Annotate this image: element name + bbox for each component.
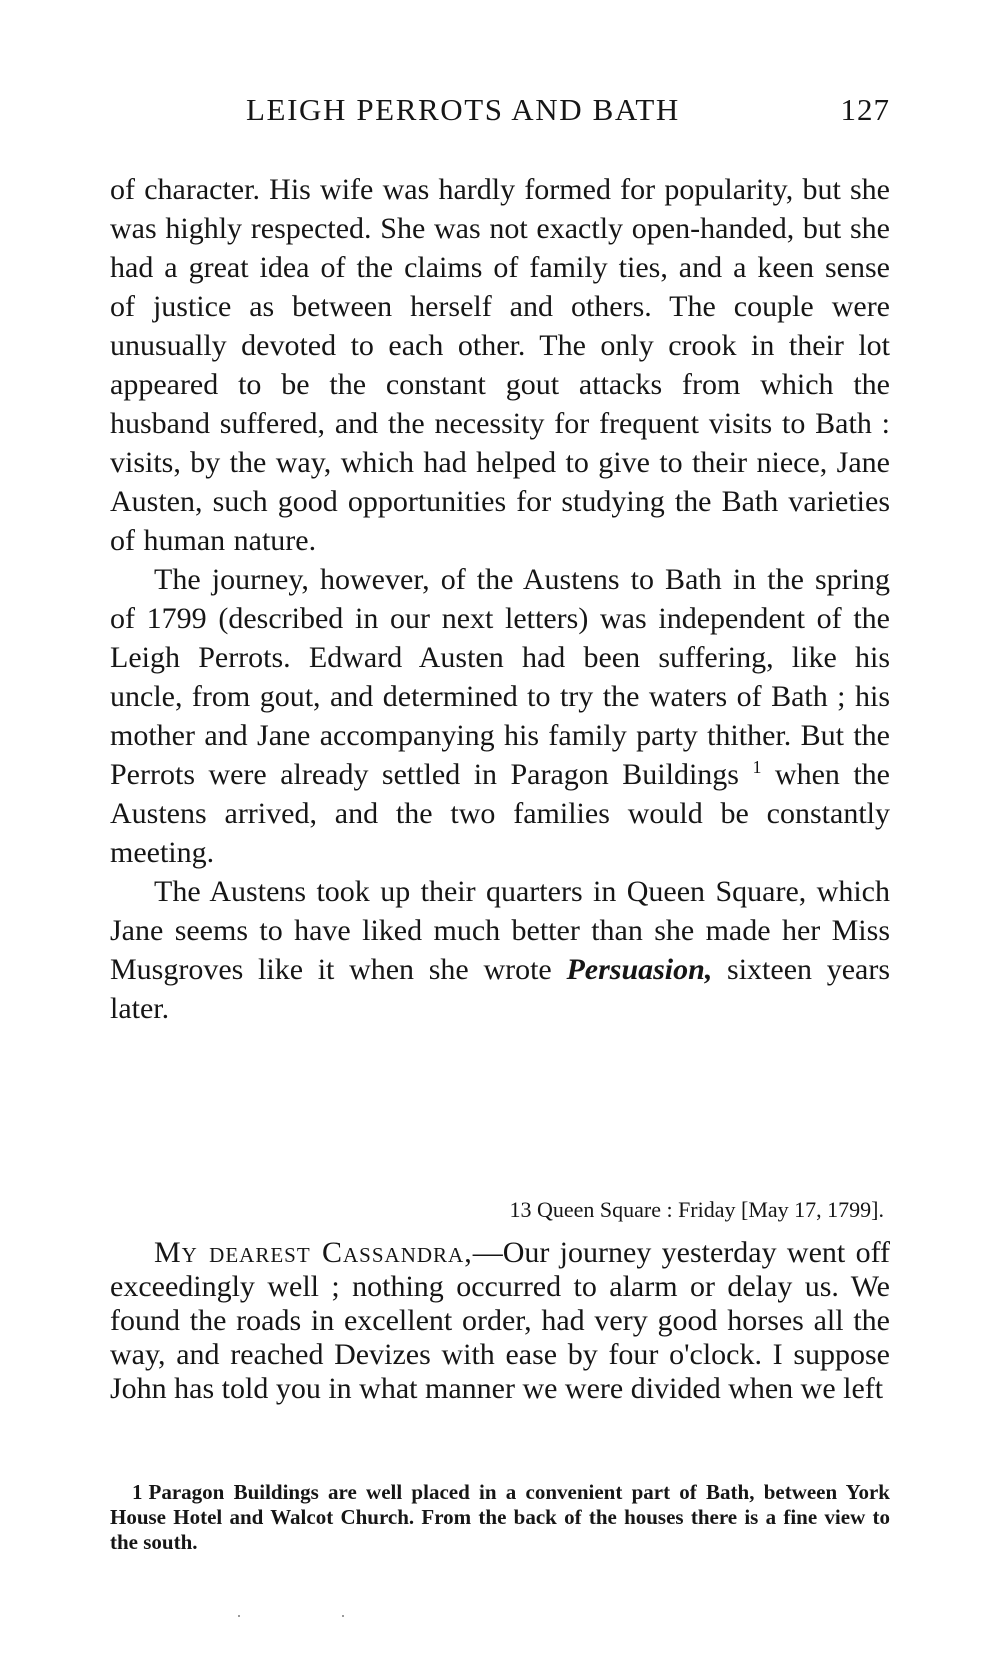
footnote-number: 1 [132, 1480, 143, 1504]
paragraph-3-tail: sixteen years later. [110, 953, 890, 1025]
paragraph-2-text: The journey, however, of the Austens to Bath in the spring of 1799 (described in our next letters) was independent of the Leigh Perrots. Edward Austen had been suffering, like his uncle, from gout, and determined to try the waters of Bath ; his mother and Jane accompanying his family party thither. But the Perrots were already settled in Paragon Buildings [110, 563, 890, 791]
footnote-text: Paragon Buildings are well placed in a convenient part of Bath, between York House Hotel and Walcot Church. From the back of the houses there is a fine view to the south. [110, 1480, 890, 1554]
letter-body [110, 1236, 890, 1406]
paragraph-2-tail: when the Austens arrived, and the two families would be constantly meeting. [110, 758, 890, 869]
letter-body-text: —Our journey yesterday went off exceedingly well ; nothing occurred to alarm or delay us. We found the roads in excellent order, had very good horses all the way, and reached Devizes with ease by four o'clock. I suppose John has told you in what manner we were divided when we left [110, 1236, 891, 1405]
paragraph-2 [110, 560, 890, 872]
print-speck [238, 1615, 240, 1617]
paragraph-3-text: The Austens took up their quarters in Queen Square, which Jane seems to have liked much better than she made her Miss Musgroves like it when she wrote [110, 875, 890, 986]
page-number: 127 [840, 92, 890, 127]
letter-salutation: My dearest Cassandra, [154, 1236, 473, 1269]
paragraph-3 [110, 872, 890, 1028]
book-title-persuasion: Persuasion, [566, 953, 713, 986]
letter-dateline: 13 Queen Square : Friday [May 17, 1799]. [509, 1197, 884, 1222]
main-text [110, 170, 890, 1028]
footnote-reference: 1 [752, 757, 762, 777]
print-speck [342, 1615, 344, 1617]
running-head-title: LEIGH PERROTS AND BATH [246, 92, 680, 127]
footnote [110, 1480, 890, 1555]
paragraph-1: of character. His wife was hardly formed for popularity, but she was highly respected. She was not exactly open-handed, but she had a great idea of the claims of family ties, and a keen sense of justice as between herself and others. The couple were unusually devoted to each other. The only crook in their lot appeared to be the constant gout attacks from which the husband suffered, and the necessity for frequent visits to Bath : visits, by the way, which had helped to give to their niece, Jane Austen, such good opportunities for studying the Bath varieties of human nature. [110, 173, 890, 557]
